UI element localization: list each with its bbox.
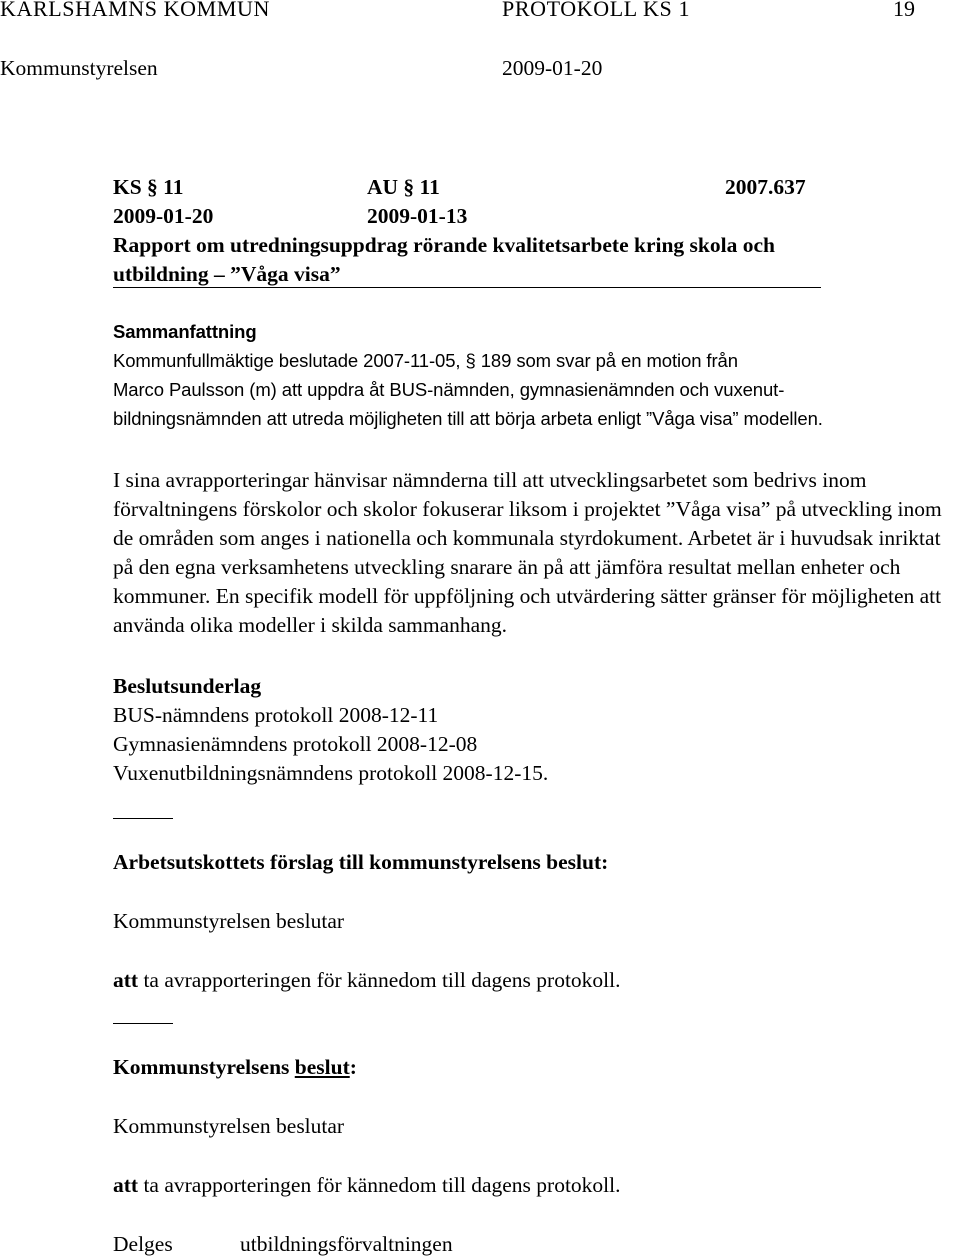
ks-decision-heading <box>113 1052 357 1082</box>
case-title-line-1: Rapport om utredningsuppdrag rörande kvalitetsarbete kring skola och <box>113 233 775 257</box>
ks-decision-heading-underlined: beslut <box>294 1055 350 1079</box>
case-title-line-2: utbildning – ”Våga visa” <box>113 262 341 286</box>
au-section: AU § 11 <box>367 175 440 199</box>
title-underline <box>113 287 821 288</box>
report-paragraph-line-6: använda olika modeller i skilda sammanhang. <box>113 613 508 637</box>
case-number: 2007.637 <box>725 175 806 199</box>
separator-line <box>113 818 173 819</box>
separator-line <box>113 1023 173 1024</box>
ks-decision-heading-colon: : <box>349 1055 357 1079</box>
basis-item-vuxen: Vuxenutbildningsnämndens protokoll 2008-12-15. <box>113 761 549 785</box>
basis-item-gymnasie: Gymnasienämndens protokoll 2008-12-08 <box>113 732 478 756</box>
distribution-recipient: utbildningsförvaltningen <box>240 1232 453 1256</box>
au-proposal-decision <box>113 965 621 995</box>
page-number: 19 <box>893 0 915 21</box>
report-paragraph-line-1: I sina avrapporteringar hänvisar nämnderna till att utvecklingsarbetet som bedrivs inom <box>113 468 867 492</box>
decision-text: ta avrapporteringen för kännedom till dagens protokoll. <box>138 968 621 992</box>
au-proposal-decides: Kommunstyrelsen beslutar <box>113 909 345 933</box>
basis-heading: Beslutsunderlag <box>113 674 262 698</box>
report-paragraph-line-2: förvaltningens förskolor och skolor fokuserar liksom i projektet ”Våga visa” på utveckling inom <box>113 497 942 521</box>
municipality-name: KARLSHAMNS KOMMUN <box>0 0 270 21</box>
basis-item-bus: BUS-nämndens protokoll 2008-12-11 <box>113 703 439 727</box>
decision-keyword: att <box>113 1173 139 1197</box>
ks-section: KS § 11 <box>113 175 184 199</box>
ks-decision-heading-text: Kommunstyrelsens <box>113 1055 295 1079</box>
header-meeting-date: 2009-01-20 <box>502 56 603 80</box>
report-paragraph-line-4: på den egna verksamhetens utveckling snarare än på att jämföra resultat mellan enheter och <box>113 555 901 579</box>
distribution-label: Delges <box>113 1232 173 1256</box>
protocol-label: PROTOKOLL KS 1 <box>502 0 691 21</box>
summary-line-2: Marco Paulsson (m) att uppdra åt BUS-nämnden, gymnasienämnden och vuxenut- <box>113 379 785 400</box>
au-proposal-heading: Arbetsutskottets förslag till kommunstyrelsens beslut: <box>113 850 609 874</box>
ks-date: 2009-01-20 <box>113 204 214 228</box>
ks-decision-decision <box>113 1170 621 1200</box>
summary-line-3: bildningsnämnden att utreda möjligheten till att börja arbeta enligt ”Våga visa” modellen. <box>113 408 823 429</box>
ks-decision-decides: Kommunstyrelsen beslutar <box>113 1114 345 1138</box>
report-paragraph-line-3: de områden som anges i nationella och kommunala styrdokument. Arbetet är i huvudsak inriktat <box>113 526 941 550</box>
summary-line-1: Kommunfullmäktige beslutade 2007-11-05, § 189 som svar på en motion från <box>113 350 738 371</box>
decision-keyword: att <box>113 968 139 992</box>
au-date: 2009-01-13 <box>367 204 468 228</box>
decision-text: ta avrapporteringen för kännedom till dagens protokoll. <box>138 1173 621 1197</box>
summary-heading: Sammanfattning <box>113 321 257 342</box>
header-body-name: Kommunstyrelsen <box>0 56 158 80</box>
report-paragraph-line-5: kommuner. En specifik modell för uppföljning och utvärdering sätter gränser för möjligheten att <box>113 584 942 608</box>
